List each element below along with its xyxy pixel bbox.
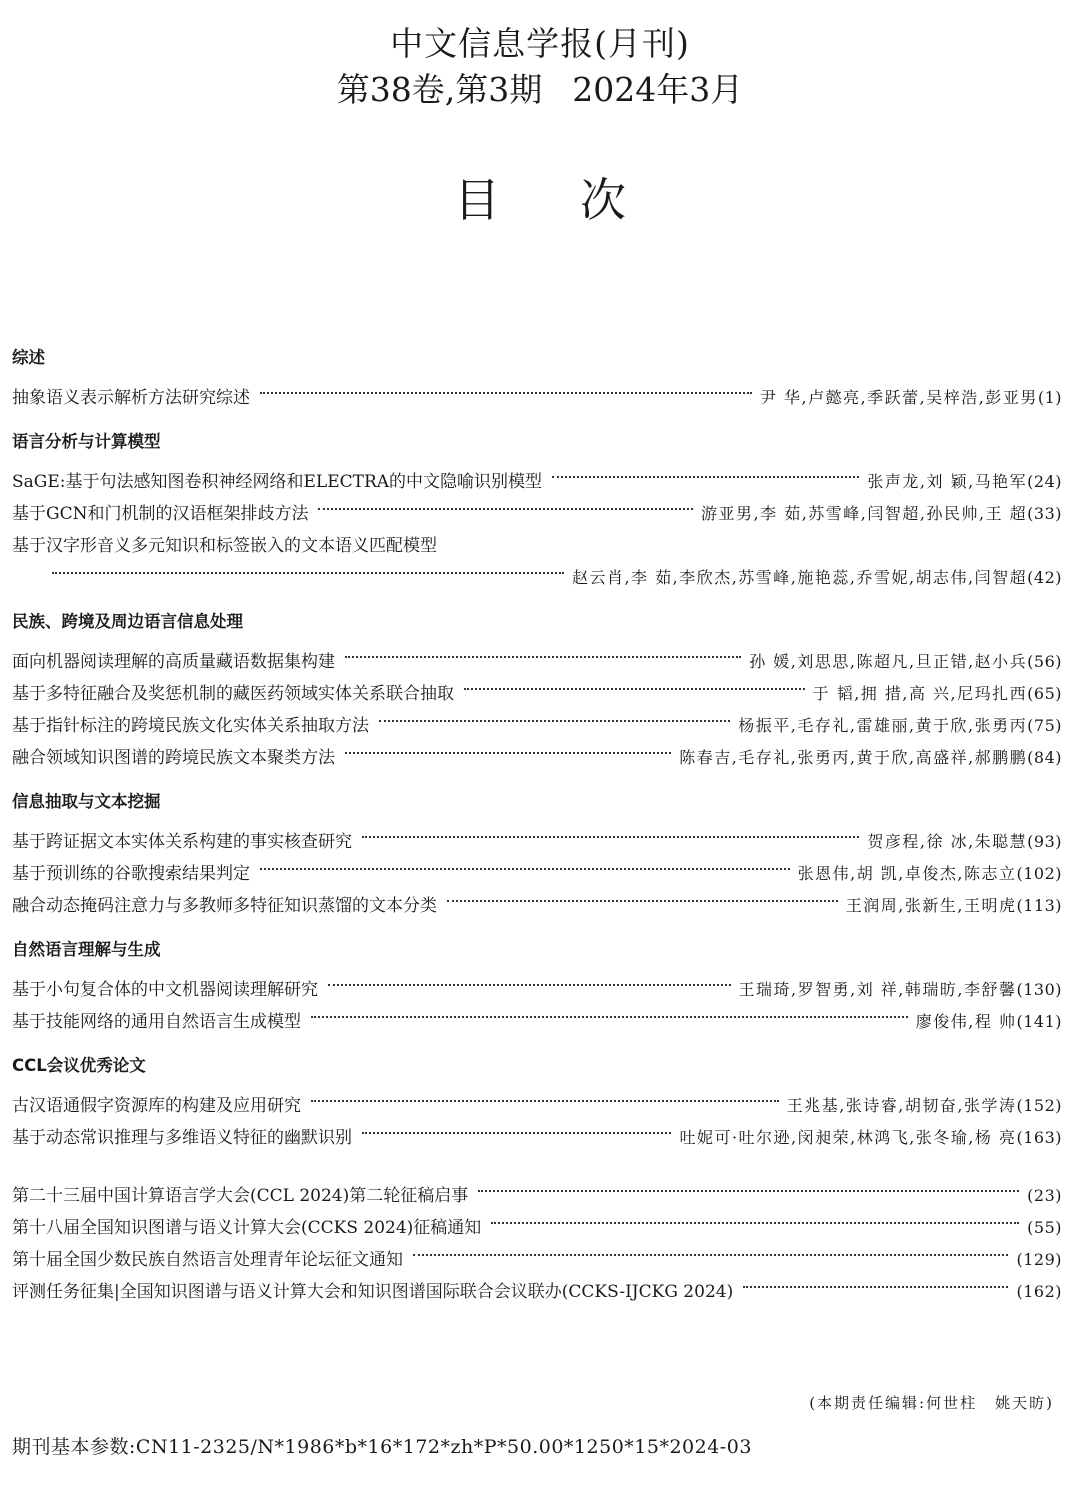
toc-entry-continuation: [12, 562, 1062, 594]
article-authors: 于 韬,拥 措,高 兴,尼玛扎西: [812, 684, 1028, 703]
editor-name: 何世柱: [926, 1394, 978, 1412]
dot-leader: [464, 688, 805, 690]
section-heading: 语言分析与计算模型: [12, 432, 161, 451]
toc-entry: [12, 858, 1062, 890]
toc-entry: [12, 646, 1062, 678]
article-title: 古汉语通假字资源库的构建及应用研究: [12, 1096, 301, 1116]
page-number: (84): [1027, 748, 1062, 767]
dot-leader: [260, 392, 752, 394]
toc-section: [12, 426, 1062, 594]
article-title: 抽象语义表示解析方法研究综述: [12, 388, 250, 408]
page-number: (102): [1016, 864, 1062, 883]
article-authors: 廖俊伟,程 帅: [915, 1012, 1017, 1031]
section-heading: 自然语言理解与生成: [12, 940, 161, 959]
page-number: (65): [1027, 684, 1062, 703]
toc-section: [12, 934, 1062, 1038]
article-authors: 杨振平,毛存礼,雷雄丽,黄于欣,张勇丙: [738, 716, 1028, 735]
toc-entry: [12, 826, 1062, 858]
dot-leader: [311, 1100, 779, 1102]
page-number: (23): [1027, 1186, 1062, 1205]
article-title: 基于多特征融合及奖惩机制的藏医药领域实体关系联合抽取: [12, 684, 454, 704]
table-of-contents: [12, 340, 1062, 1308]
notice-entry: [12, 1180, 1062, 1212]
article-authors: 张声龙,刘 颖,马艳军: [867, 472, 1028, 491]
article-authors: 游亚男,李 茹,苏雪峰,闫智超,孙民帅,王 超: [701, 504, 1028, 523]
journal-title: 中文信息学报(月刊): [390, 24, 690, 63]
toc-entry: [12, 1006, 1062, 1038]
section-heading: 信息抽取与文本挖掘: [12, 792, 161, 811]
toc-title: 目次: [454, 173, 706, 227]
page-number: (56): [1027, 652, 1062, 671]
editor-name: 姚天昉): [995, 1394, 1054, 1412]
article-authors: 尹 华,卢懿亮,季跃蕾,吴梓浩,彭亚男: [759, 388, 1038, 407]
dot-leader: [52, 572, 564, 574]
page-number: (152): [1016, 1096, 1062, 1115]
article-authors: 王瑞琦,罗智勇,刘 祥,韩瑞昉,李舒馨: [738, 980, 1017, 999]
dot-leader: [478, 1190, 1019, 1192]
page-number: (75): [1027, 716, 1062, 735]
dot-leader: [413, 1254, 1008, 1256]
page-number: (141): [1016, 1012, 1062, 1031]
notice-entry: [12, 1212, 1062, 1244]
dot-leader: [328, 984, 731, 986]
article-title: 融合动态掩码注意力与多教师多特征知识蒸馏的文本分类: [12, 896, 437, 916]
toc-entry: [12, 890, 1062, 922]
notice-title: 第二十三届中国计算语言学大会(CCL 2024)第二轮征稿启事: [12, 1186, 469, 1206]
article-authors: 张恩伟,胡 凯,卓俊杰,陈志立: [797, 864, 1017, 883]
issue-line: [0, 68, 1080, 112]
responsible-editors: [809, 1392, 1054, 1413]
page-number: (129): [1016, 1250, 1062, 1269]
article-title: 基于指针标注的跨境民族文化实体关系抽取方法: [12, 716, 369, 736]
notice-title: 第十届全国少数民族自然语言处理青年论坛征文通知: [12, 1250, 403, 1270]
dot-leader: [447, 900, 838, 902]
dot-leader: [743, 1286, 1008, 1288]
article-title: 基于小句复合体的中文机器阅读理解研究: [12, 980, 318, 1000]
dot-leader: [379, 720, 730, 722]
params-label: 期刊基本参数:: [12, 1436, 136, 1458]
page-number: (130): [1016, 980, 1062, 999]
entry-list: [12, 826, 1062, 922]
page-number: (163): [1016, 1128, 1062, 1147]
toc-entry: [12, 1122, 1062, 1154]
toc-entry: [12, 530, 1062, 562]
page-number: (162): [1016, 1282, 1062, 1301]
toc-entry: [12, 1090, 1062, 1122]
page-number: (42): [1027, 568, 1062, 587]
toc-section: [12, 786, 1062, 922]
section-heading: CCL会议优秀论文: [12, 1056, 146, 1075]
toc-entry: [12, 742, 1062, 774]
article-authors: 孙 媛,刘思思,陈超凡,旦正错,赵小兵: [749, 652, 1028, 671]
entry-list: [12, 466, 1062, 594]
article-authors: 赵云肖,李 茹,李欣杰,苏雪峰,施艳蕊,乔雪妮,胡志伟,闫智超: [571, 568, 1028, 587]
toc-entry: [12, 974, 1062, 1006]
notice-list: [12, 1180, 1062, 1308]
dot-leader: [311, 1016, 908, 1018]
toc-section: [12, 342, 1062, 414]
article-title: 面向机器阅读理解的高质量藏语数据集构建: [12, 652, 335, 672]
page-number: (55): [1027, 1218, 1062, 1237]
section-heading: 综述: [12, 348, 45, 367]
dot-leader: [552, 476, 859, 478]
dot-leader: [345, 656, 741, 658]
entry-list: [12, 1090, 1062, 1154]
article-title: SaGE:基于句法感知图卷积神经网络和ELECTRA的中文隐喻识别模型: [12, 472, 543, 492]
dot-leader: [362, 836, 859, 838]
article-title: 基于跨证据文本实体关系构建的事实核查研究: [12, 832, 352, 852]
entry-list: [12, 646, 1062, 774]
page-number: (33): [1027, 504, 1062, 523]
notice-title: 第十八届全国知识图谱与语义计算大会(CCKS 2024)征稿通知: [12, 1218, 482, 1238]
toc-entry: [12, 498, 1062, 530]
params-value: CN11-2325/N*1986*b*16*172*zh*P*50.00*1250*15*2024-03: [135, 1436, 752, 1458]
journal-parameters: [12, 1432, 752, 1459]
notice-entry: [12, 1276, 1062, 1308]
dot-leader: [260, 868, 790, 870]
notice-entry: [12, 1244, 1062, 1276]
toc-section: [12, 1050, 1062, 1154]
volume-issue: 第38卷,第3期: [336, 70, 543, 109]
article-authors: 王兆基,张诗睿,胡韧奋,张学涛: [786, 1096, 1017, 1115]
article-title: 基于汉字形音义多元知识和标签嵌入的文本语义匹配模型: [12, 536, 437, 556]
toc-entry: [12, 466, 1062, 498]
article-title: 基于GCN和门机制的汉语框架排歧方法: [12, 504, 309, 524]
section-heading: 民族、跨境及周边语言信息处理: [12, 612, 243, 631]
issue-date: 2024年3月: [572, 70, 744, 109]
entry-list: [12, 382, 1062, 414]
dot-leader: [345, 752, 671, 754]
page-number: (24): [1027, 472, 1062, 491]
toc-section: [12, 606, 1062, 774]
toc-entry: [12, 710, 1062, 742]
article-title: 基于预训练的谷歌搜索结果判定: [12, 864, 250, 884]
article-title: 基于技能网络的通用自然语言生成模型: [12, 1012, 301, 1032]
article-title: 融合领域知识图谱的跨境民族文本聚类方法: [12, 748, 335, 768]
dot-leader: [491, 1222, 1019, 1224]
entry-list: [12, 974, 1062, 1038]
page-number: (1): [1037, 388, 1062, 407]
notice-title: 评测任务征集|全国知识图谱与语义计算大会和知识图谱国际联合会议联办(CCKS-IJCKG 2024): [12, 1282, 734, 1302]
dot-leader: [318, 508, 693, 510]
article-authors: 吐妮可·吐尔逊,闵昶荣,林鸿飞,张冬瑜,杨 亮: [679, 1128, 1017, 1147]
toc-entry: [12, 382, 1062, 414]
article-authors: 王润周,张新生,王明虎: [845, 896, 1017, 915]
page-number: (113): [1016, 896, 1062, 915]
article-title: 基于动态常识推理与多维语义特征的幽默识别: [12, 1128, 352, 1148]
editor-prefix: (本期责任编辑:: [809, 1394, 927, 1412]
article-authors: 贺彦程,徐 冰,朱聪慧: [867, 832, 1028, 851]
page-number: (93): [1027, 832, 1062, 851]
article-authors: 陈春吉,毛存礼,张勇丙,黄于欣,高盛祥,郝鹏鹏: [679, 748, 1028, 767]
dot-leader: [362, 1132, 671, 1134]
toc-entry: [12, 678, 1062, 710]
